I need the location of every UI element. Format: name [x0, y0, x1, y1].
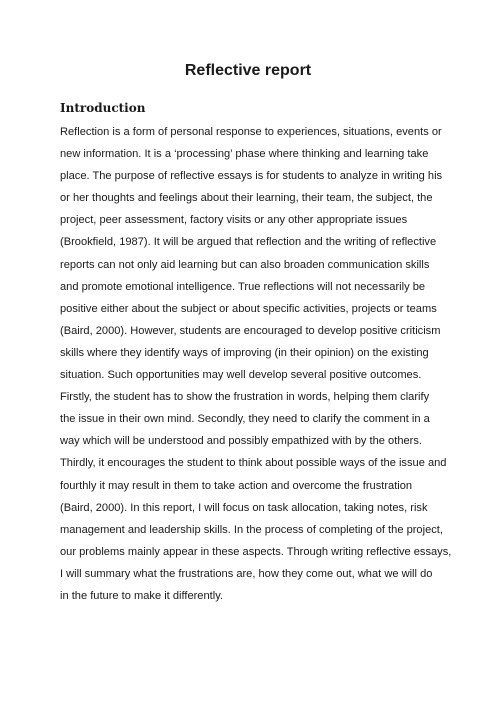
paragraph-line: skills where they identify ways of improving (in their opinion) on the existing: [60, 346, 429, 359]
introduction-paragraph: [60, 121, 450, 607]
paragraph-line: project, peer assessment, factory visits or any other appropriate issues: [60, 214, 408, 227]
paragraph-line: and promote emotional intelligence. True reflections will not necessarily be: [60, 280, 426, 293]
paragraph-line: situation. Such opportunities may well develop several positive outcomes.: [60, 369, 422, 382]
paragraph-line: new information. It is a ‘processing’ phase where thinking and learning take: [60, 148, 429, 161]
paragraph-line: the issue in their own mind. Secondly, they need to clarify the comment in a: [60, 413, 430, 426]
paragraph-line: Thirdly, it encourages the student to think about possible ways of the issue and: [60, 457, 447, 470]
paragraph-line: (Brookfield, 1987). It will be argued that reflection and the writing of reflective: [60, 236, 437, 249]
section-heading-introduction: Introduction: [60, 101, 146, 115]
paragraph-line: Firstly, the student has to show the frustration in words, helping them clarify: [60, 391, 430, 404]
paragraph-line: our problems mainly appear in these aspects. Through writing reflective essays,: [60, 545, 452, 558]
paragraph-line: in the future to make it differently.: [60, 589, 223, 602]
paragraph-line: I will summary what the frustrations are, how they come out, what we will do: [60, 567, 433, 580]
paragraph-line: management and leadership skills. In the process of completing of the project,: [60, 523, 443, 536]
paragraph-line: (Baird, 2000). However, students are encouraged to develop positive criticism: [60, 324, 441, 337]
paragraph-line: Reflection is a form of personal response to experiences, situations, events or: [60, 126, 442, 138]
paragraph-line: or her thoughts and feelings about their learning, their team, the subject, the: [60, 192, 433, 205]
paragraph-line: (Baird, 2000). In this report, I will focus on task allocation, taking notes, risk: [60, 501, 428, 514]
paragraph-line: place. The purpose of reflective essays is for students to analyze in writing his: [60, 170, 443, 183]
document-title: Reflective report: [184, 62, 312, 79]
paragraph-line: reports can not only aid learning but can also broaden communication skills: [60, 258, 430, 271]
paragraph-line: way which will be understood and possibly empathized with by the others.: [60, 435, 422, 448]
paragraph-line: fourthly it may result in them to take action and overcome the frustration: [60, 479, 413, 492]
paragraph-line: positive either about the subject or about specific activities, projects or teams: [60, 302, 437, 315]
